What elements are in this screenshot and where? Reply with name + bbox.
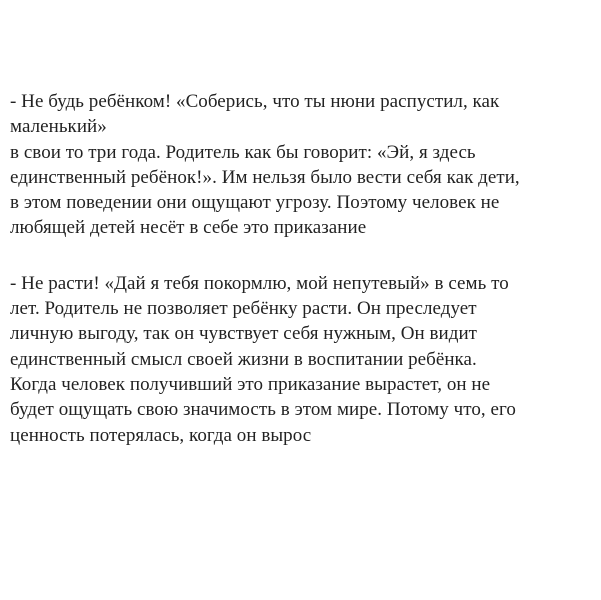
text-line: единственный ребёнок!». Им нельзя было вести себя как дети, [10,166,520,188]
text-line: в свои то три года. Родитель как бы говорит: «Эй, я здесь [10,141,476,163]
text-line: лет. Родитель не позволяет ребёнку расти. Он преследует [10,298,477,320]
text-line: будет ощущать свою значимость в этом мире. Потому что, его [10,399,516,421]
text-line: - Не расти! «Дай я тебя покормлю, мой непутевый» в семь то [10,272,509,294]
text-line: любящей детей несёт в себе это приказание [10,217,367,239]
paragraph-dont-grow-up [10,271,595,448]
text-line: - Не будь ребёнком! «Соберись, что ты нюни распустил, как [10,91,500,112]
paragraph-dont-be-child [10,89,595,241]
document-page [10,89,595,448]
text-line: Когда человек получивший это приказание вырастет, он не [10,373,491,395]
text-line: личную выгоду, так он чувствует себя нужным, Он видит [10,323,478,345]
paragraph-gap [10,241,595,271]
text-line: в этом поведении они ощущают угрозу. Поэтому человек не [10,192,500,214]
text-line: ценность потерялась, когда он вырос [10,424,312,446]
text-line: единственный смысл своей жизни в воспитании ребёнка. [10,348,477,370]
text-line: маленький» [10,116,107,138]
